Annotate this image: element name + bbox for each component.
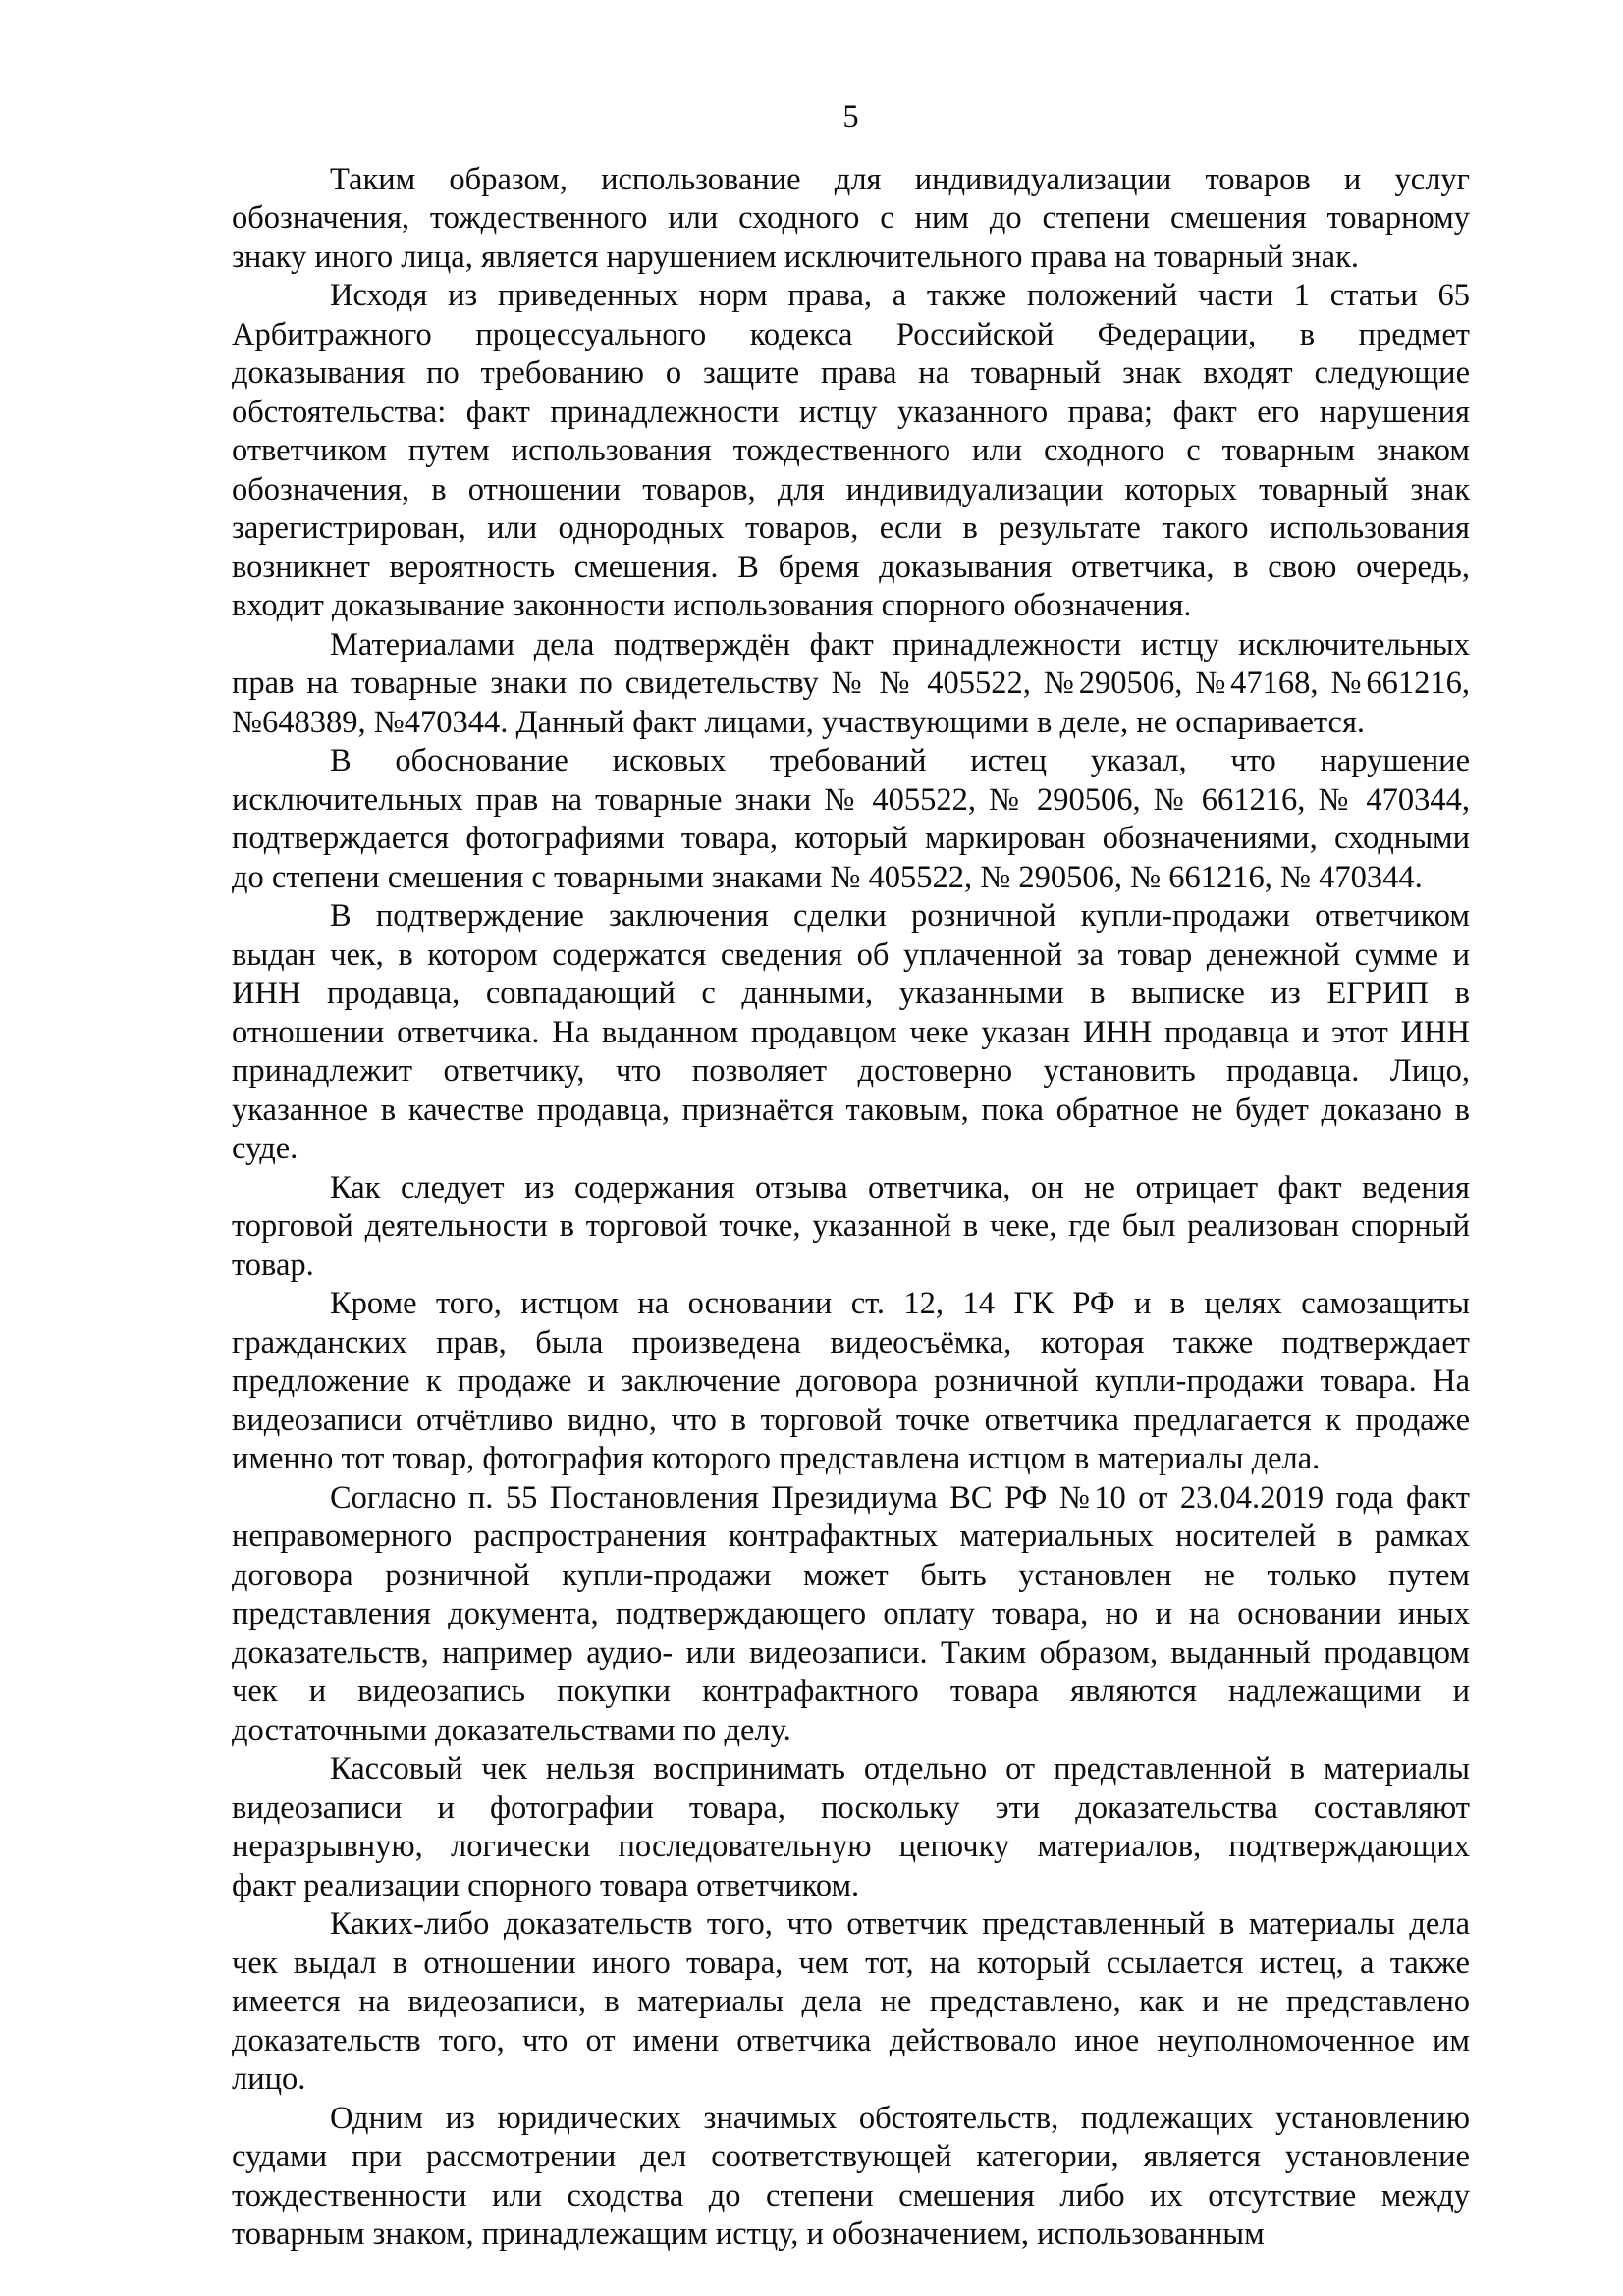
text-line: прав на товарные знаки по свидетельству № № 405522, №290506, №47168, №661216, — [232, 666, 1470, 701]
text-line: Кроме того, истцом на основании ст. 12, 14 ГК РФ и в целях самозащиты — [330, 1286, 1470, 1321]
text-line: торговой деятельности в торговой точке, указанной в чеке, где был реализован спорный — [232, 1208, 1470, 1244]
text-line: Кассовый чек нельзя воспринимать отдельно от представленной в материалы — [330, 1751, 1470, 1787]
paragraph-2 — [232, 277, 1470, 626]
text-line: Каких-либо доказательств того, что ответчик представленный в материалы дела — [330, 1906, 1470, 1942]
text-line: Как следует из содержания отзыва ответчика, он не отрицает факт ведения — [330, 1169, 1470, 1205]
text-line: В подтверждение заключения сделки розничной купли-продажи ответчиком — [330, 898, 1470, 934]
text-line: доказывания по требованию о защите права на товарный знак входят следующие — [232, 355, 1470, 391]
text-block — [232, 98, 1470, 2255]
text-line: ИНН продавца, совпадающий с данными, указанными в выписке из ЕГРИП в — [232, 976, 1470, 1011]
paragraph-8 — [232, 1479, 1470, 1751]
text-line: Одним из юридических значимых обстоятельств, подлежащих установлению — [330, 2100, 1470, 2136]
text-line: Согласно п. 55 Постановления Президиума ВС РФ №10 от 23.04.2019 года факт — [330, 1479, 1470, 1516]
paragraph-5 — [232, 897, 1470, 1169]
text-line: знаку иного лица, является нарушением исключительного права на товарный знак. — [232, 239, 1359, 275]
text-line: видеозаписи и фотографии товара, поскольку эти доказательства составляют — [232, 1789, 1470, 1826]
text-line: до степени смешения с товарными знаками № 405522, № 290506, № 661216, № 470344. — [232, 859, 1423, 895]
text-line: зарегистрирован, или однородных товаров, если в результате такого использования — [232, 510, 1470, 546]
text-line: судами при рассмотрении дел соответствующей категории, является установление — [232, 2139, 1470, 2174]
text-line: входит доказывание законности использования спорного обозначения. — [232, 588, 1192, 623]
text-line: предложение к продаже и заключение договора розничной купли-продажи товара. На — [232, 1363, 1470, 1399]
text-line: достаточными доказательствами по делу. — [232, 1712, 791, 1748]
text-line: доказательств того, что от имени ответчика действовало иное неуполномоченное им — [232, 2022, 1470, 2058]
paragraph-11 — [232, 2100, 1470, 2255]
text-line: именно тот товар, фотография которого представлена истцом в материалы дела. — [232, 1441, 1321, 1476]
paragraph-9 — [232, 1750, 1470, 1905]
text-line: выдан чек, в котором содержатся сведения об уплаченной за товар денежной сумме и — [232, 936, 1470, 973]
text-line: В обоснование исковых требований истец указал, что нарушение — [330, 743, 1470, 778]
text-line: чек выдал в отношении иного товара, чем тот, на который ссылается истец, а также — [232, 1945, 1470, 1981]
text-line: неразрывную, логически последовательную цепочку материалов, подтверждающих — [232, 1829, 1470, 1864]
text-line: тождественности или сходства до степени смешения либо их отсутствие между — [232, 2177, 1470, 2214]
text-line: Арбитражного процессуального кодекса Российской Федерации, в предмет — [232, 316, 1470, 352]
text-line: Материалами дела подтверждён факт принадлежности истцу исключительных — [330, 626, 1470, 663]
text-line: имеется на видеозаписи, в материалы дела не представлено, как и не представлено — [232, 1984, 1470, 2019]
text-line: Исходя из приведенных норм права, а также положений части 1 статьи 65 — [330, 278, 1470, 313]
paragraph-7 — [232, 1285, 1470, 1479]
paragraph-6 — [232, 1169, 1470, 1286]
text-line: отношении ответчика. На выданном продавцом чеке указан ИНН продавца и этот ИНН — [232, 1014, 1470, 1050]
text-line: неправомерного распространения контрафактных материальных носителей в рамках — [232, 1519, 1470, 1554]
text-line: договора розничной купли-продажи может быть установлен не только путем — [232, 1557, 1470, 1593]
paragraph-1 — [232, 161, 1470, 278]
text-line: обозначения, тождественного или сходного с ним до степени смешения товарному — [232, 200, 1470, 236]
text-line: возникнет вероятность смешения. В бремя доказывания ответчика, в свою очередь, — [232, 549, 1470, 585]
text-line: суде. — [232, 1131, 298, 1166]
paragraph-4 — [232, 742, 1470, 897]
text-line: ответчиком путем использования тождественного или сходного с товарным знаком — [232, 433, 1470, 468]
text-line: лицо. — [232, 2061, 306, 2097]
paragraph-10 — [232, 1905, 1470, 2100]
text-line: чек и видеозапись покупки контрафактного товара являются надлежащими и — [232, 1674, 1470, 1709]
text-line: Таким образом, использование для индивидуализации товаров и услуг — [330, 161, 1470, 197]
text-line: гражданских прав, была произведена видеосъёмка, которая также подтверждает — [232, 1324, 1470, 1361]
text-line: №648389, №470344. Данный факт лицами, участвующими в деле, не оспаривается. — [232, 704, 1366, 740]
text-line: указанное в качестве продавца, признаётся таковым, пока обратное не будет доказано в — [232, 1092, 1470, 1128]
text-line: принадлежит ответчику, что позволяет достоверно установить продавца. Лицо, — [232, 1053, 1470, 1089]
page-number: 5 — [842, 99, 859, 134]
text-line: доказательств, например аудио- или видеозаписи. Таким образом, выданный продавцом — [232, 1634, 1470, 1671]
text-line: товар. — [232, 1247, 314, 1283]
text-line: представления документа, подтверждающего оплату товара, но и на основании иных — [232, 1596, 1470, 1631]
text-line: обстоятельства: факт принадлежности истцу указанного права; факт его нарушения — [232, 394, 1470, 430]
text-line: подтверждается фотографиями товара, который маркирован обозначениями, сходными — [232, 821, 1470, 856]
text-line: обозначения, в отношении товаров, для индивидуализации которых товарный знак — [232, 471, 1470, 507]
text-line: факт реализации спорного товара ответчиком. — [232, 1867, 860, 1903]
text-line: товарным знаком, принадлежащим истцу, и обозначением, использованным — [232, 2216, 1265, 2252]
text-line: видеозаписи отчётливо видно, что в торговой точке ответчика предлагается к продаже — [232, 1402, 1470, 1438]
paragraph-3 — [232, 626, 1470, 743]
text-line: исключительных прав на товарные знаки № 405522, № 290506, № 661216, № 470344, — [232, 781, 1470, 818]
